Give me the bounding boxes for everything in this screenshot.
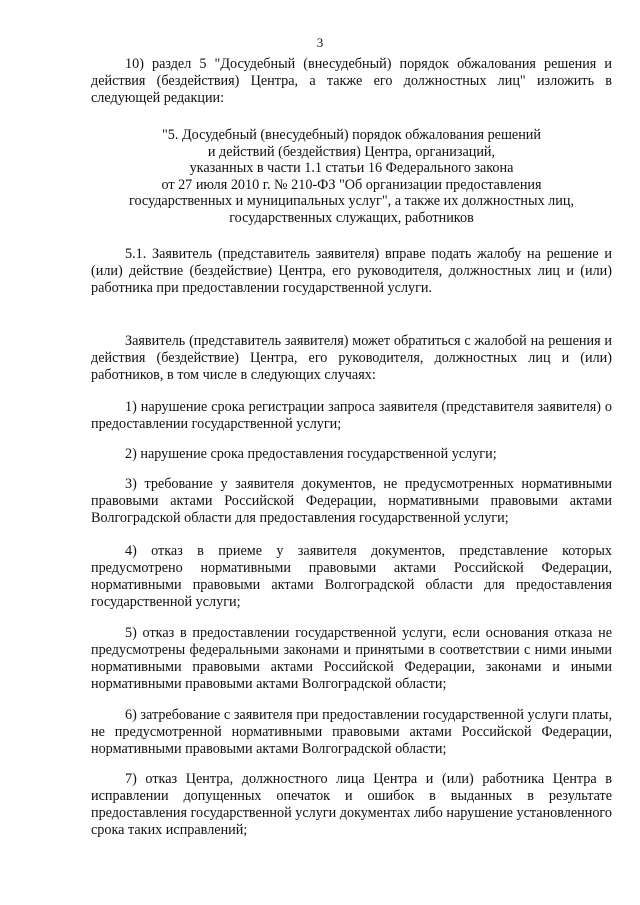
paragraph-cases-intro: Заявитель (представитель заявителя) может обратиться с жалобой на решения и действия (бездействие) Центра, его руководителя, должностных лиц и (или) работников, в том числе в следующих случаях:: [91, 333, 612, 383]
section-title-line: "5. Досудебный (внесудебный) порядок обжалования решений: [162, 127, 541, 143]
list-item-4: 4) отказ в приеме у заявителя документов, представление которых предусмотрено нормативными правовыми актами Российской Федерации, нормативными правовыми актами Волгоградской области для предоставления государственной услуги;: [91, 543, 612, 610]
list-item-1: 1) нарушение срока регистрации запроса заявителя (представителя заявителя) о предоставлении государственной услуги;: [91, 399, 612, 432]
section-title-line: государственных и муниципальных услуг", а также их должностных лиц,: [128, 193, 574, 210]
section-title-line: от 27 июля 2010 г. № 210-ФЗ "Об организации предоставления: [161, 176, 542, 193]
list-item-5: 5) отказ в предоставлении государственной услуги, если основания отказа не предусмотрены федеральными законами и принятыми в соответствии с ними иными нормативными правовыми актами Российской Федерации, законами и иными нормативными правовыми актами Волгоградской области;: [91, 625, 612, 692]
list-item-6: 6) затребование с заявителя при предоставлении государственной услуги платы, не предусмотренной нормативными правовыми актами Российской Федерации, нормативными правовыми актами Волгоградской области;: [91, 707, 612, 757]
paragraph-5-1: 5.1. Заявитель (представитель заявителя) вправе подать жалобу на решение и (или) действие (бездействие) Центра, его руководителя, должностных лиц и (или) работника при предоставлении государственной услуги.: [91, 246, 612, 296]
page-number: 3: [316, 35, 324, 50]
list-item-2: 2) нарушение срока предоставления государственной услуги;: [125, 446, 497, 462]
intro-paragraph: 10) раздел 5 "Досудебный (внесудебный) порядок обжалования решения и действия (бездействия) Центра, а также его должностных лиц" изложить в следующей редакции:: [91, 56, 612, 106]
section-title-line: и действий (бездействия) Центра, организаций,: [207, 143, 496, 160]
section-title: [91, 127, 612, 227]
section-title-line: указанных в части 1.1 статьи 16 Федерального закона: [189, 160, 514, 177]
list-item-7: 7) отказ Центра, должностного лица Центра и (или) работника Центра в исправлении допущенных опечаток и ошибок в выданных в результате предоставления государственной услуги документах либо нарушение установленного срока таких исправлений;: [91, 771, 612, 838]
section-title-line: государственных служащих, работников: [229, 209, 474, 226]
list-item-3: 3) требование у заявителя документов, не предусмотренных нормативными правовыми актами Российской Федерации, нормативными правовыми актами Волгоградской области для предоставления государственной услуги;: [91, 476, 612, 526]
